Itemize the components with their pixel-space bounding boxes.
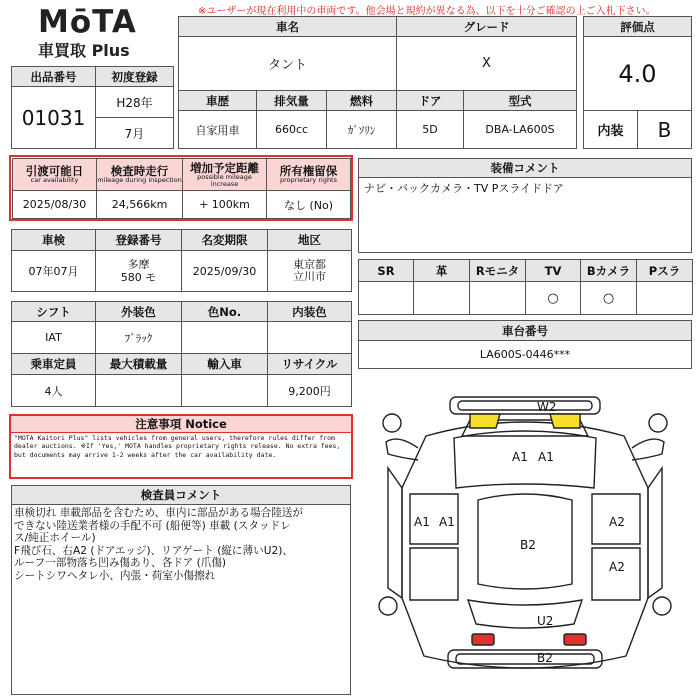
- registration-table: [11, 229, 352, 292]
- fuel-value: ｶﾞｿﾘﾝ: [327, 111, 397, 149]
- max-load-value: [96, 375, 182, 407]
- recycle-value: 9,200円: [268, 375, 352, 407]
- mark-front: W2: [537, 400, 557, 414]
- listing-table: [11, 66, 174, 149]
- import-header: 輸入車: [182, 354, 268, 375]
- options-table: [358, 259, 693, 315]
- grade-value: X: [397, 37, 577, 91]
- vehicle-table: [178, 16, 577, 149]
- plate-header: 登録番号: [96, 230, 182, 251]
- notice-title: 注意事項 Notice: [11, 416, 351, 433]
- color-no-value: [182, 322, 268, 354]
- interior-label: 内装: [584, 111, 638, 149]
- equipment-title: 装備コメント: [358, 158, 692, 178]
- left-rocker: [388, 468, 402, 598]
- brand-logo: MōTA: [38, 4, 137, 40]
- mark-right-2: A2: [609, 560, 625, 574]
- displacement-label: 排気量: [257, 91, 327, 111]
- option-pslide-header: Pスラ: [637, 260, 693, 282]
- chassis-table: [358, 320, 692, 369]
- type-label: 型式: [464, 91, 577, 111]
- first-reg-label: 初度登録: [96, 67, 174, 87]
- district-value: 東京都 立川市: [268, 251, 352, 292]
- right-mirror: [632, 439, 664, 460]
- inspection-header: 車検: [12, 230, 96, 251]
- first-reg-month: 7月: [96, 118, 174, 149]
- rear-window: [468, 600, 582, 628]
- option-pslide-value: [637, 282, 693, 315]
- model-name: タント: [179, 37, 397, 91]
- mileage-increase: + 100km: [183, 191, 267, 219]
- chassis-header: 車台番号: [359, 321, 692, 341]
- capacity-value: 4人: [12, 375, 96, 407]
- mark-hood-1: A1: [512, 450, 528, 464]
- specs-table: [11, 301, 352, 407]
- doors-label: ドア: [397, 91, 464, 111]
- plate-number: 多摩 580 モ: [96, 251, 182, 292]
- mark-roof: B2: [520, 538, 536, 552]
- listing-number: 01031: [12, 87, 96, 149]
- inspection-value: 07年07月: [12, 251, 96, 292]
- score-value: 4.0: [584, 37, 692, 111]
- front-left-lamp: [470, 414, 500, 428]
- grade-label: グレード: [397, 17, 577, 37]
- mark-hood-2: A1: [538, 450, 554, 464]
- notice-text: "MOTA Kaitori Plus" lists vehicles from general users, therefore rules differ from dealer auctions. ※If 'Yes,' MOTA handles proprietary rights release. No extra fees, but documents may arrive 1-2 weeks after the car availability date.: [14, 434, 341, 459]
- option-tv-header: TV: [526, 260, 581, 282]
- option-rmonitor-header: Rモニタ: [470, 260, 526, 282]
- left-mirror: [386, 439, 418, 460]
- mileage-header: 検査時走行 mileage during inspection: [97, 159, 183, 191]
- front-right-wheel: [649, 414, 667, 432]
- option-sr-header: SR: [359, 260, 414, 282]
- mark-rear-bumper: B2: [537, 651, 553, 665]
- name-change-value: 2025/09/30: [182, 251, 268, 292]
- proprietary-rights-header: 所有権留保 proprietary rights: [267, 159, 351, 191]
- brand-subtitle: 車買取 Plus: [38, 41, 130, 60]
- rear-bumper: [448, 650, 602, 668]
- listing-number-label: 出品番号: [12, 67, 96, 87]
- left-rear-door: [410, 548, 458, 600]
- chassis-number: LA600S-0446***: [359, 341, 692, 369]
- right-rear-door: [592, 548, 640, 600]
- option-bcamera-header: Bカメラ: [581, 260, 637, 282]
- capacity-header: 乗車定員: [12, 354, 96, 375]
- max-load-header: 最大積載量: [96, 354, 182, 375]
- option-sr-value: [359, 282, 414, 315]
- front-left-wheel: [383, 414, 401, 432]
- option-leather-value: [414, 282, 470, 315]
- top-notice: ※ユーザーが現在利用中の車両です。他会場と規約が異なる為、以下を十分ご確認の上ご入札下さい。: [198, 6, 656, 17]
- name-change-header: 名変期限: [182, 230, 268, 251]
- mark-rear: U2: [537, 614, 554, 628]
- score-table: [583, 16, 692, 149]
- rear-right-wheel: [653, 597, 671, 615]
- interior-color-header: 内装色: [268, 302, 352, 322]
- interior-color-value: [268, 322, 352, 354]
- shift-header: シフト: [12, 302, 96, 322]
- rear-bumper-inner: [456, 654, 594, 664]
- exterior-value: ﾌﾞﾗｯｸ: [96, 322, 182, 354]
- availability-table: [12, 158, 351, 219]
- equipment-comment: ナビ・バックカメラ・TV Pスライドドア: [364, 182, 564, 195]
- history-label: 車歴: [179, 91, 257, 111]
- model-label: 車名: [179, 17, 397, 37]
- rear-right-lamp: [564, 634, 586, 645]
- score-label: 評価点: [584, 17, 692, 37]
- option-tv-value: ○: [526, 282, 581, 315]
- inspector-comment: 車検切れ 車載部品を含むため、車内に部品がある場合陸送が できない陸送業者様の手配不可 (船便等) 車載 (スタッドレ ス/純正ホイール) F飛び石、右A2 (ドアエッジ)、リアゲート (縦に薄いU2)、 ルーフ一部物落ち凹み傷あり、各ドア (爪傷) シートシワヘタレ小、内張・荷室小傷擦れ: [14, 507, 303, 582]
- color-no-header: 色No.: [182, 302, 268, 322]
- mileage-increase-header: 増加予定距離 possible mileage increase: [183, 159, 267, 191]
- exterior-header: 外装色: [96, 302, 182, 322]
- front-right-lamp: [550, 414, 580, 428]
- proprietary-rights: なし (No): [267, 191, 351, 219]
- mark-left-1: A1: [414, 515, 430, 529]
- option-rmonitor-value: [470, 282, 526, 315]
- district-header: 地区: [268, 230, 352, 251]
- mileage-value: 24,566km: [97, 191, 183, 219]
- fuel-label: 燃料: [327, 91, 397, 111]
- mark-left-2: A1: [439, 515, 455, 529]
- history-value: 自家用車: [179, 111, 257, 149]
- availability-date: 2025/08/30: [13, 191, 97, 219]
- option-bcamera-value: ○: [581, 282, 637, 315]
- shift-value: IAT: [12, 322, 96, 354]
- doors-value: 5D: [397, 111, 464, 149]
- availability-date-header: 引渡可能日 car availability: [13, 159, 97, 191]
- inspector-title: 検査員コメント: [11, 485, 351, 505]
- front-bumper-inner: [458, 401, 592, 410]
- mark-right-1: A2: [609, 515, 625, 529]
- type-value: DBA-LA600S: [464, 111, 577, 149]
- front-bumper: [450, 397, 600, 414]
- import-value: [182, 375, 268, 407]
- first-reg-year: H28年: [96, 87, 174, 118]
- right-rocker: [648, 468, 662, 598]
- rear-left-wheel: [379, 597, 397, 615]
- recycle-header: リサイクル: [268, 354, 352, 375]
- rear-left-lamp: [472, 634, 494, 645]
- interior-grade: B: [638, 111, 692, 149]
- displacement-value: 660cc: [257, 111, 327, 149]
- option-leather-header: 革: [414, 260, 470, 282]
